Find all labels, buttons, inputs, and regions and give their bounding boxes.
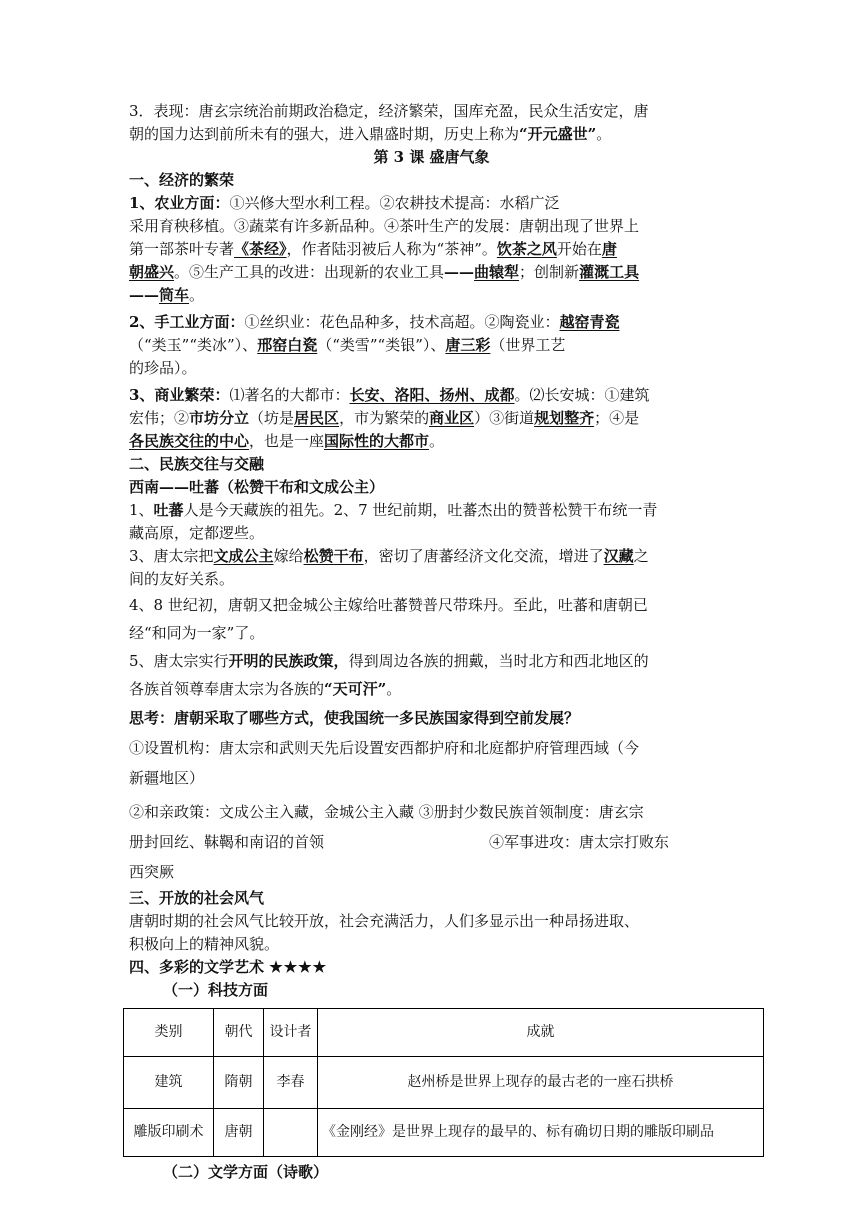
tibet-line-6: 经“和同为一家”了。	[129, 624, 265, 642]
text: 嫁给	[273, 547, 304, 565]
table-cell: 雕版印刷术	[124, 1109, 214, 1157]
text: 1、	[129, 501, 154, 519]
table-row	[124, 1109, 764, 1157]
key-term: 商业区	[429, 409, 475, 427]
text: ，市为繁荣的	[339, 409, 430, 427]
text: （“类雪”“类银”）、	[317, 336, 446, 354]
tibet-line-5: 4、8 世纪初，唐朝又把金城公主嫁给吐蕃赞普尺带珠丹。至此，吐蕃和唐朝已	[129, 596, 648, 614]
lesson-title: 第 3 课 盛唐气象	[373, 148, 490, 166]
table-cell: 赵州桥是世界上现存的最古老的一座石拱桥	[318, 1057, 764, 1109]
label: 1、农业方面：	[129, 194, 230, 212]
tech-table	[123, 1008, 764, 1157]
key-term: 《茶经》	[234, 240, 287, 258]
key-term: 汉藏	[603, 547, 634, 565]
key-term: 唐	[601, 240, 617, 258]
text: ；④是	[594, 409, 640, 427]
craft-line-2	[129, 334, 734, 357]
tibet-line-3	[129, 545, 734, 568]
dash: ——	[444, 263, 475, 281]
text: 四、多彩的文学艺术	[129, 958, 265, 976]
society-line-2: 积极向上的精神风貌。	[129, 935, 280, 953]
key-term: 越窑青瓷	[559, 313, 620, 331]
text: ①兴修大型水利工程。②农耕技术提高：水稻广泛	[229, 194, 560, 212]
section-4-sub-1: （一）科技方面	[163, 981, 269, 999]
star-rating-icon: ★★★★	[269, 958, 328, 976]
document-body	[129, 100, 734, 1184]
section-3-heading: 三、开放的社会风气	[129, 889, 265, 907]
text: 开始在	[556, 240, 602, 258]
think-answer-2b	[129, 827, 734, 857]
table-header-row	[124, 1009, 764, 1057]
text: 之	[633, 547, 649, 565]
table-header-cell: 类别	[124, 1009, 214, 1057]
text: （坊是	[249, 409, 295, 427]
section-4-heading	[129, 956, 734, 979]
think-answer-1b: 新疆地区）	[129, 769, 205, 787]
tibet-line-4: 间的友好关系。	[129, 570, 235, 588]
section-4-sub-2: （二）文学方面（诗歌）	[163, 1163, 329, 1181]
text: 。⑤生产工具的改进：出现新的农业工具	[174, 263, 445, 281]
text: 各族首领尊奉唐太宗为各族的	[129, 680, 325, 698]
comm-line-1	[129, 384, 734, 407]
key-term: 国际性的大都市	[324, 432, 430, 450]
key-term: 灌溉工具	[579, 263, 640, 281]
key-term: 开明的民族政策，	[228, 652, 349, 670]
text: 。⑵长安城：①建筑	[514, 386, 650, 404]
comm-line-3	[129, 430, 734, 453]
text: ，作者陆羽被后人称为“茶神”。	[286, 240, 497, 258]
text: 人是今天藏族的祖先。2、7 世纪前期，吐蕃杰出的赞普松赞干布统一青	[183, 501, 658, 519]
table-header-cell: 成就	[318, 1009, 764, 1057]
comm-line-2	[129, 407, 734, 430]
key-term: 吐蕃	[153, 501, 184, 519]
intro-line-2	[129, 123, 734, 146]
think-answer-1a: ①设置机构：唐太宗和武则天先后设置安西都护府和北庭都护府管理西域（今	[129, 739, 640, 757]
section-2-heading: 二、民族交往与交融	[129, 455, 265, 473]
text: 第一部茶叶专著	[129, 240, 235, 258]
key-term: 长安、洛阳、扬州、成都	[349, 386, 515, 404]
text: 。	[429, 432, 445, 450]
tibet-line-1	[129, 499, 734, 522]
section-2-subheading: 西南——吐蕃（松赞干布和文成公主）	[129, 478, 385, 496]
key-term: 各民族交往的中心	[129, 432, 250, 450]
tibet-line-2: 藏高原，定都逻些。	[129, 524, 265, 542]
think-answer-2a: ②和亲政策：文成公主入藏，金城公主入藏 ③册封少数民族首领制度：唐玄宗	[129, 803, 644, 821]
text: ；创制新	[519, 263, 580, 281]
key-term: 邢窑白瓷	[257, 336, 318, 354]
emphasis-text: “开元盛世”	[519, 125, 597, 143]
text: 宏伟；②	[129, 409, 190, 427]
text: ，密切了唐蕃经济文化交流，增进了	[363, 547, 604, 565]
text: ，也是一座	[249, 432, 325, 450]
text: ⑴著名的大都市：	[229, 386, 350, 404]
key-term: 规划整齐	[534, 409, 595, 427]
think-answer-2c: 西突厥	[129, 863, 175, 881]
tibet-line-8	[129, 675, 734, 703]
dash: ——	[129, 286, 159, 304]
table-cell: 李春	[264, 1057, 318, 1109]
society-line-1: 唐朝时期的社会风气比较开放，社会充满活力，人们多显示出一种昂扬进取、	[129, 912, 640, 930]
text: 朝的国力达到前所未有的强大，进入鼎盛时期，历史上称为	[129, 125, 520, 143]
agri-line-3	[129, 238, 734, 261]
agri-line-4	[129, 261, 734, 284]
key-term: 唐三彩	[445, 336, 491, 354]
agri-line-5	[129, 284, 734, 307]
table-header-cell: 设计者	[264, 1009, 318, 1057]
table-cell: 隋朝	[214, 1057, 264, 1109]
label: 2、手工业方面：	[129, 313, 245, 331]
key-term: 文成公主	[213, 547, 274, 565]
text: 。	[189, 286, 205, 304]
section-1-heading: 一、经济的繁荣	[129, 171, 235, 189]
table-cell	[264, 1109, 318, 1157]
text: （“类玉”“类冰”）、	[129, 336, 258, 354]
text: 册封回纥、靺鞨和南诏的首领	[129, 833, 325, 851]
text: 3、唐太宗把	[129, 547, 214, 565]
key-term: 居民区	[294, 409, 340, 427]
text: 。	[596, 125, 612, 143]
table-cell: 唐朝	[214, 1109, 264, 1157]
text: 3．表现：唐玄宗统治前期政治稳定，经济繁荣，国库充盈，民众生活安定，唐	[129, 102, 649, 120]
tibet-line-7	[129, 647, 734, 675]
text: ④军事进攻：唐太宗打败东	[489, 833, 670, 851]
agri-line-2: 采用育秧移植。③蔬菜有许多新品种。④茶叶生产的发展：唐朝出现了世界上	[129, 217, 640, 235]
key-term: 松赞干布	[303, 547, 364, 565]
think-question: 思考：唐朝采取了哪些方式，使我国统一多民族国家得到空前发展？	[129, 709, 580, 727]
intro-line-1	[129, 100, 734, 123]
text: ）③街道	[474, 409, 535, 427]
key-term: “天可汗”	[324, 680, 387, 698]
text: （世界工艺	[490, 336, 566, 354]
table-row	[124, 1057, 764, 1109]
label: 3、商业繁荣：	[129, 386, 230, 404]
text: 得到周边各族的拥戴，当时北方和西北地区的	[348, 652, 649, 670]
table-header-cell: 朝代	[214, 1009, 264, 1057]
key-term: 市坊分立	[189, 409, 250, 427]
agri-line-1	[129, 192, 734, 215]
table-cell: 《金刚经》是世界上现存的最早的、标有确切日期的雕版印刷品	[318, 1109, 764, 1157]
text: ①丝织业：花色品种多，技术高超。②陶瓷业：	[244, 313, 560, 331]
table-cell: 建筑	[124, 1057, 214, 1109]
key-term: 曲辕犁	[474, 263, 520, 281]
key-term: 饮茶之风	[496, 240, 557, 258]
craft-line-1	[129, 311, 734, 334]
craft-line-3: 的珍品）。	[129, 359, 197, 377]
key-term: 筒车	[159, 286, 190, 304]
text: 。	[386, 680, 402, 698]
text: 5、唐太宗实行	[129, 652, 229, 670]
key-term: 朝盛兴	[129, 263, 175, 281]
